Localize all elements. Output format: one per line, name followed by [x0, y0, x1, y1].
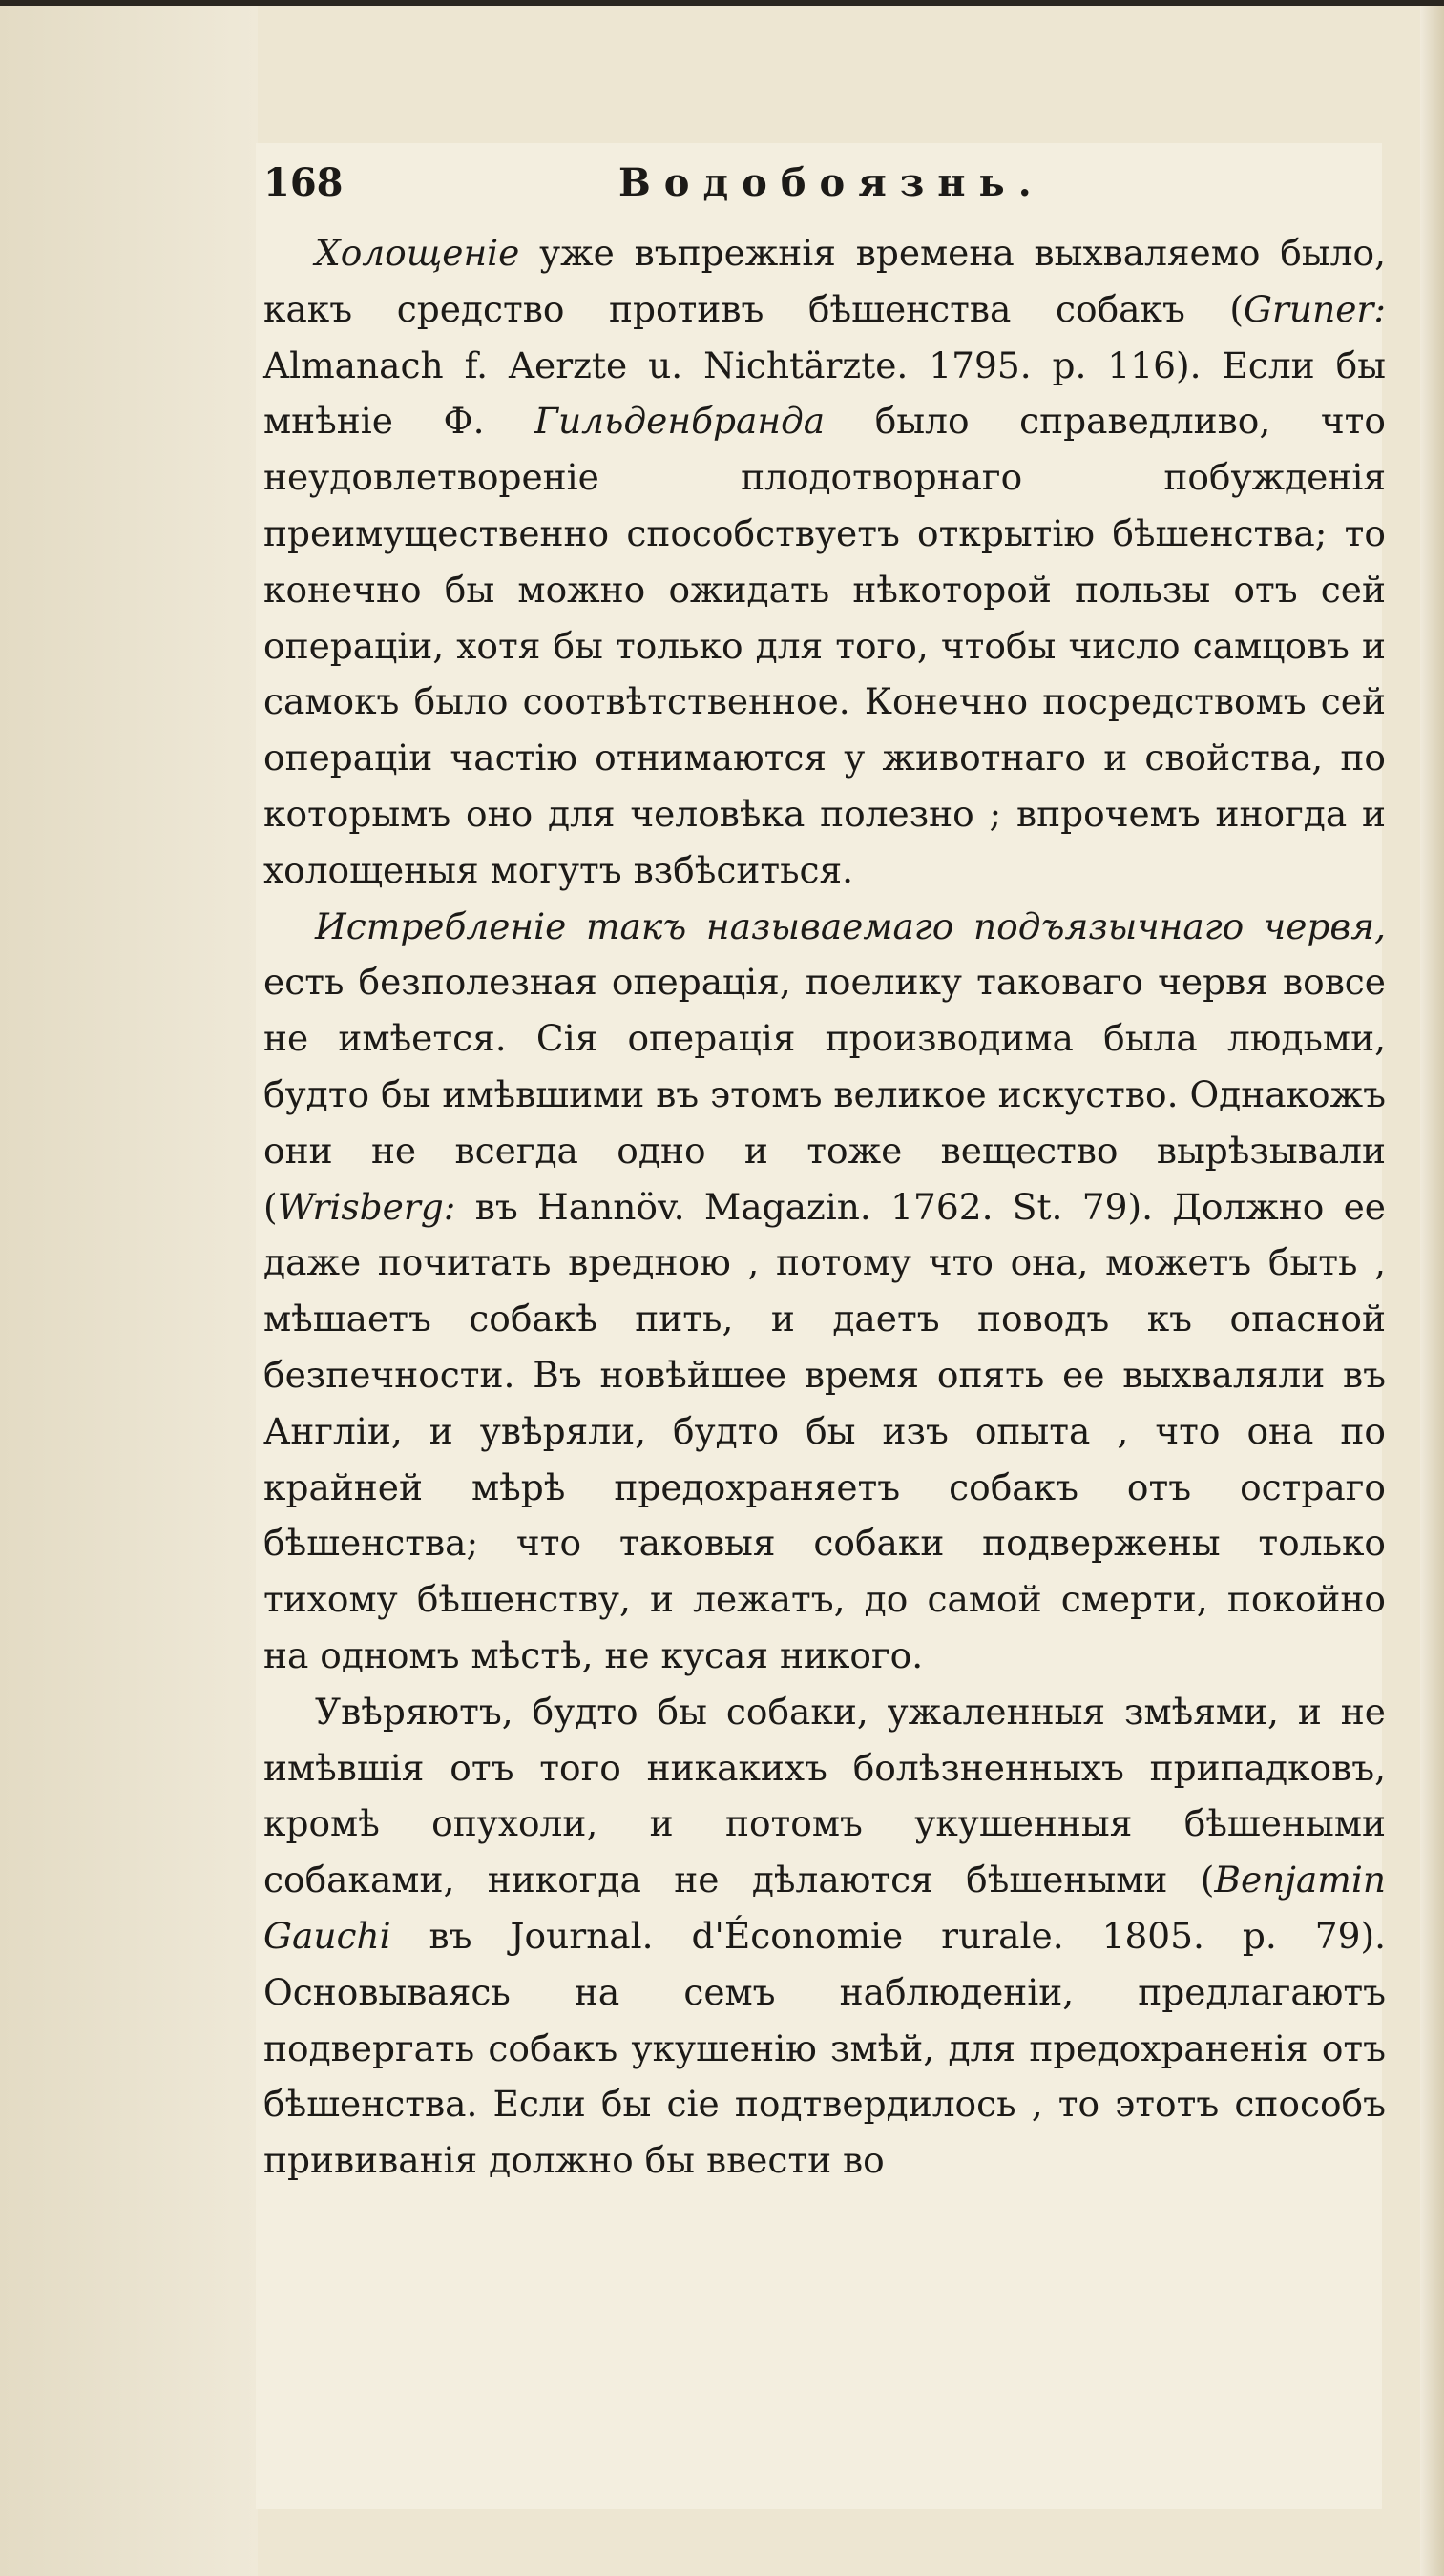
citation-author: Gruner:: [1244, 287, 1386, 330]
page-header: [256, 160, 1382, 218]
term-castration: Холощеніе: [315, 232, 520, 274]
text-span: Almanach f. Aerzte u. Nichtärzte. 1795. p. 116). Если бы мнѣніе Ф.: [263, 343, 1386, 443]
text-span: есть безполезная операція, поелику таковаго червя вовсе не имѣется. Сія операція производима была людьми, будто бы имѣвшими въ этомъ великое искуство. Однакожъ они не всегда одно и тоже вещество вырѣзывали (: [263, 961, 1386, 1228]
text-span: въ Hannöv. Magazin. 1762. St. 79). Должно ее даже почитать вредною , потому что она, можетъ быть , мѣшаетъ собакѣ пить, и даетъ поводъ къ опасной безпечности. Въ новѣйшее время опять ее выхваляли въ Англіи, и увѣряли, будто бы изъ опыта , что она по крайней мѣрѣ предохраняетъ собакъ отъ остраго бѣшенства; что таковыя собаки подвержены только тихому бѣшенству, и лежатъ, до самой смерти, покойно на одномъ мѣстѣ, не кусая никого.: [263, 1185, 1386, 1676]
citation-author: Benjamin Gauchi: [263, 1859, 1386, 1957]
body-text: [263, 225, 1386, 2189]
term-worm: Истребленіе такъ называемаго подъязычнаго червя,: [315, 904, 1386, 947]
text-span: Увѣряютъ, будто бы собаки, ужаленныя змѣями, и не имѣвшія отъ того никакихъ болѣзненныхъ припадковъ, кромѣ опухоли, и потомъ укушенныя бѣшеными собаками, никогда не дѣлаются бѣшеными (: [263, 1690, 1386, 1901]
running-title: Водобоязнь.: [618, 160, 1045, 205]
text-span: уже въпрежнія времена выхваляемо было, какъ средство противъ бѣшенства собакъ (: [263, 232, 1386, 330]
paragraph-castration: [263, 225, 1386, 899]
page-gutter-shadow: [0, 0, 258, 2576]
page-edge: [1420, 0, 1444, 2576]
text-span: было справедливо, что неудовлетвореніе плодотворнаго побужденія преимущественно способствуетъ открытію бѣшенства; то конечно бы можно ожидать нѣкоторой пользы отъ сей операціи, хотя бы только для того, чтобы число самцовъ и самокъ было соотвѣтственное. Конечно посредствомъ сей операціи частію отнимаются у животнаго и свойства, по которымъ оно для человѣка полезно ; впрочемъ иногда и холощеныя могутъ взбѣситься.: [263, 400, 1386, 891]
top-border: [0, 0, 1444, 6]
author-name: Гильденбранда: [534, 400, 826, 443]
text-span: въ Journal. d'Économie rurale. 1805. p. 79). Основываясь на семъ наблюденіи, предлагаютъ подвергать собакъ укушенію змѣй, для предохраненія отъ бѣшенства. Если бы сіе подтвердилось , то этотъ способъ прививанія должно бы ввести во: [263, 1914, 1386, 2182]
paragraph-snakes: [263, 1684, 1386, 2189]
paragraph-worm: [263, 899, 1386, 1684]
page-number: 168: [263, 160, 344, 205]
citation-author: Wrisberg:: [277, 1185, 456, 1228]
